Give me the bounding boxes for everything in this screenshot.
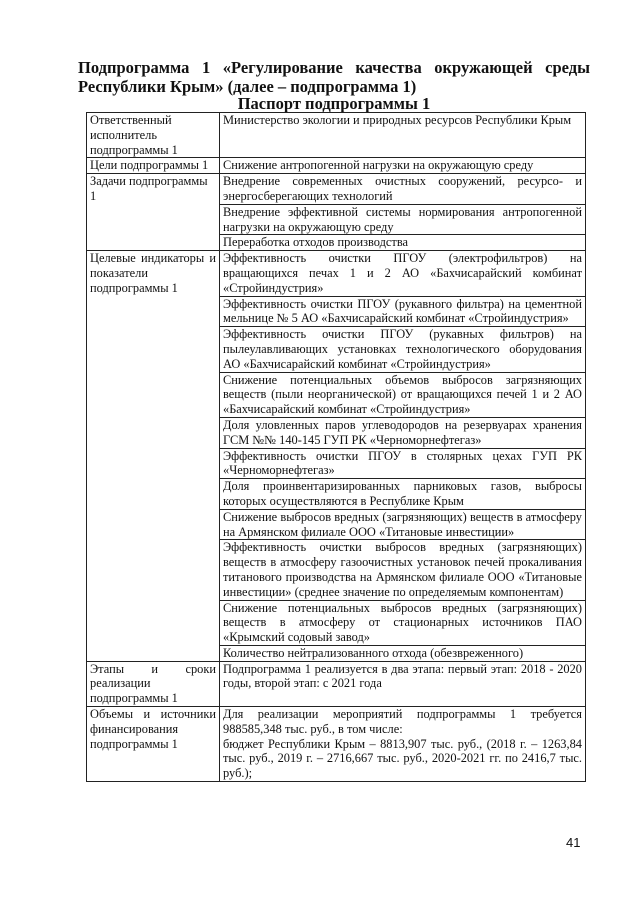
table-row <box>87 707 586 782</box>
indicator-item: Доля проинвентаризированных парниковых газов, выбросы которых осуществляются в Республике Крым <box>220 479 586 510</box>
indicator-item: Эффективность очистки ПГОУ (рукавных фильтров) на пылеулавливающих установках технологического оборудования АО «Бахчисарайский комбинат «Стройиндустрия» <box>220 327 586 372</box>
funding-budget-breakdown: бюджет Республики Крым – 8813,907 тыс. руб., (2018 г. – 1263,84 тыс. руб., 2019 г. – 2716,667 тыс. руб., 2020-2021 гг. по 2416,7 тыс. руб.); <box>223 736 582 781</box>
task-item: Переработка отходов производства <box>220 235 586 251</box>
indicator-item: Доля уловленных паров углеводородов на резервуарах хранения ГСМ №№ 140-145 ГУП РК «Черноморнефтегаз» <box>220 417 586 448</box>
funding-label: Объемы и источники финансирования подпрограммы 1 <box>87 707 220 782</box>
passport-table <box>86 112 586 782</box>
table-row <box>87 661 586 706</box>
table-row <box>87 174 586 205</box>
task-item: Внедрение эффективной системы нормирования антропогенной нагрузки на окружающую среду <box>220 204 586 235</box>
stages-label: Этапы и сроки реализации подпрограммы 1 <box>87 661 220 706</box>
indicator-item: Количество нейтрализованного отхода (обезвреженного) <box>220 645 586 661</box>
indicator-item: Эффективность очистки ПГОУ (электрофильтров) на вращающихся печах 1 и 2 АО «Бахчисарайский комбинат «Стройиндустрия» <box>220 251 586 296</box>
table-row <box>87 251 586 296</box>
responsible-label: Ответственный исполнитель подпрограммы 1 <box>87 113 220 158</box>
stages-value: Подпрограмма 1 реализуется в два этапа: первый этап: 2018 - 2020 годы, второй этап: с 2021 года <box>220 661 586 706</box>
funding-value <box>220 707 586 782</box>
subprogram-title-line-1: Подпрограмма 1 «Регулирование качества окружающей среды <box>78 58 590 77</box>
goals-value: Снижение антропогенной нагрузки на окружающую среду <box>220 158 586 174</box>
tasks-label: Задачи подпрограммы 1 <box>87 174 220 251</box>
indicator-item: Эффективность очистки ПГОУ в столярных цехах ГУП РК «Черноморнефтегаз» <box>220 448 586 479</box>
passport-heading: Паспорт подпрограммы 1 <box>237 94 431 113</box>
goals-label: Цели подпрограммы 1 <box>87 158 220 174</box>
indicator-item: Эффективность очистки выбросов вредных (загрязняющих) веществ в атмосферу газоочистных установок печей прокаливания титанового производства на Армянском филиале ООО «Титановые инвестиции» (среднее значение по определяемым компонентам) <box>220 540 586 600</box>
funding-total: Для реализации мероприятий подпрограммы 1 требуется 988585,348 тыс. руб., в том числе: <box>223 707 582 736</box>
subprogram-title-line-2: Республики Крым» (далее – подпрограмма 1) <box>78 77 417 96</box>
indicator-item: Снижение потенциальных объемов выбросов загрязняющих веществ (пыли неорганической) от вращающихся печей 1 и 2 АО «Бахчисарайский комбинат «Стройиндустрия» <box>220 372 586 417</box>
task-item: Внедрение современных очистных сооружений, ресурсо- и энергосберегающих технологий <box>220 174 586 205</box>
responsible-value: Министерство экологии и природных ресурсов Республики Крым <box>220 113 586 158</box>
indicator-item: Снижение выбросов вредных (загрязняющих) веществ в атмосферу на Армянском филиале ООО «Титановые инвестиции» <box>220 509 586 540</box>
subprogram-title <box>78 58 590 96</box>
table-row <box>87 113 586 158</box>
indicator-item: Эффективность очистки ПГОУ (рукавного фильтра) на цементной мельнице № 5 АО «Бахчисарайский комбинат «Стройиндустрия» <box>220 296 586 327</box>
indicator-item: Снижение потенциальных выбросов вредных (загрязняющих) веществ в атмосферу от стационарных источников ПАО «Крымский содовый завод» <box>220 600 586 645</box>
page-number: 41 <box>566 835 581 850</box>
table-row <box>87 158 586 174</box>
indicators-label: Целевые индикаторы и показатели подпрограммы 1 <box>87 251 220 662</box>
